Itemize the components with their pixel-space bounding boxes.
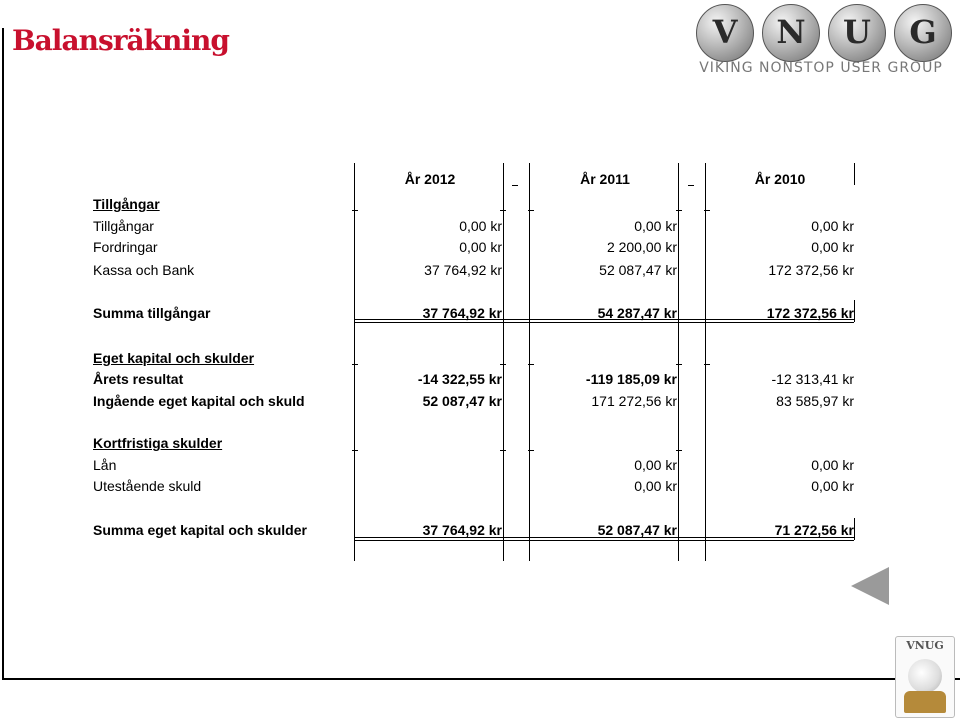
row-label: Ingående eget kapital och skuld xyxy=(93,393,305,409)
cell-value: 0,00 kr xyxy=(459,239,502,255)
logo-letter-g: G xyxy=(894,4,952,62)
row-label: Årets resultat xyxy=(93,371,184,387)
row-label: Utestående skuld xyxy=(93,478,202,494)
cell-value-total: 54 287,47 kr xyxy=(597,305,677,321)
tick-mark xyxy=(528,210,534,211)
cell-value: 0,00 kr xyxy=(811,239,854,255)
cell-value: 172 372,56 kr xyxy=(768,262,854,278)
row-label: Fordringar xyxy=(93,239,158,255)
cell-value: 52 087,47 kr xyxy=(422,393,502,409)
tick-mark xyxy=(500,210,506,211)
cell-value: 0,00 kr xyxy=(634,218,677,234)
cell-value-total: 37 764,92 kr xyxy=(422,305,502,321)
cell-value-total: 37 764,92 kr xyxy=(422,522,502,538)
column-divider-3 xyxy=(678,163,679,561)
row-label-total: Summa tillgångar xyxy=(93,305,211,321)
table-border-right-assets xyxy=(854,300,855,322)
row-label: Lån xyxy=(93,457,117,473)
cell-value: -14 322,55 kr xyxy=(417,371,502,387)
vnug-logo xyxy=(690,2,952,80)
tick-mark xyxy=(704,364,710,365)
tick-mark xyxy=(352,210,358,211)
tick-mark xyxy=(676,450,682,451)
table-border-left xyxy=(354,163,355,561)
tick-mark xyxy=(500,364,506,365)
mascot-face-icon xyxy=(908,659,942,693)
cell-value: 171 272,56 kr xyxy=(591,393,677,409)
page-title: Balansräkning xyxy=(12,24,229,57)
mascot-body-icon xyxy=(904,691,946,713)
column-divider-2 xyxy=(529,163,530,561)
column-header-2011: År 2011 xyxy=(580,171,630,187)
table-border-right-top xyxy=(854,163,855,185)
row-label: Kassa och Bank xyxy=(93,262,195,278)
row-label-grand-total: Summa eget kapital och skulder xyxy=(93,522,307,538)
previous-slide-arrow-icon[interactable] xyxy=(851,567,889,605)
logo-tagline: VIKING NONSTOP USER GROUP xyxy=(699,60,943,76)
logo-letter-v: V xyxy=(696,4,754,62)
table-border-right-total xyxy=(854,518,855,540)
logo-letter-n: N xyxy=(762,4,820,62)
tick-mark xyxy=(512,185,518,186)
cell-value: 0,00 kr xyxy=(811,457,854,473)
cell-value: 83 585,97 kr xyxy=(776,393,854,409)
row-label: Tillgångar xyxy=(93,218,154,234)
cell-value: 0,00 kr xyxy=(634,457,677,473)
cell-value: -119 185,09 kr xyxy=(585,371,677,387)
section-header-equity: Eget kapital och skulder xyxy=(93,350,255,366)
tick-mark xyxy=(352,450,358,451)
logo-letter-u: U xyxy=(828,4,886,62)
cell-value-total: 172 372,56 kr xyxy=(766,305,854,321)
assets-total-double-rule xyxy=(354,322,854,323)
cell-value: 0,00 kr xyxy=(811,478,854,494)
tick-mark xyxy=(528,364,534,365)
grand-total-double-rule xyxy=(354,540,854,541)
tick-mark xyxy=(352,364,358,365)
column-divider-1 xyxy=(503,163,504,561)
cell-value: 0,00 kr xyxy=(634,478,677,494)
cell-value-total: 71 272,56 kr xyxy=(774,522,854,538)
tick-mark xyxy=(704,210,710,211)
cell-value-total: 52 087,47 kr xyxy=(597,522,677,538)
cell-value: 0,00 kr xyxy=(459,218,502,234)
tick-mark xyxy=(676,364,682,365)
column-header-2010: År 2010 xyxy=(754,171,806,187)
tick-mark xyxy=(688,185,694,186)
section-header-assets: Tillgångar xyxy=(93,196,160,212)
cell-value: 0,00 kr xyxy=(811,218,854,234)
cell-value: -12 313,41 kr xyxy=(771,371,854,387)
column-divider-4 xyxy=(705,163,706,561)
cell-value: 37 764,92 kr xyxy=(424,262,502,278)
vnug-mascot-logo: VNUG xyxy=(895,636,955,718)
tick-mark xyxy=(528,450,534,451)
tick-mark xyxy=(500,450,506,451)
cell-value: 52 087,47 kr xyxy=(599,262,677,278)
tick-mark xyxy=(676,210,682,211)
cell-value: 2 200,00 kr xyxy=(606,239,677,255)
column-header-2012: År 2012 xyxy=(404,171,456,187)
section-header-liabilities: Kortfristiga skulder xyxy=(93,435,223,451)
